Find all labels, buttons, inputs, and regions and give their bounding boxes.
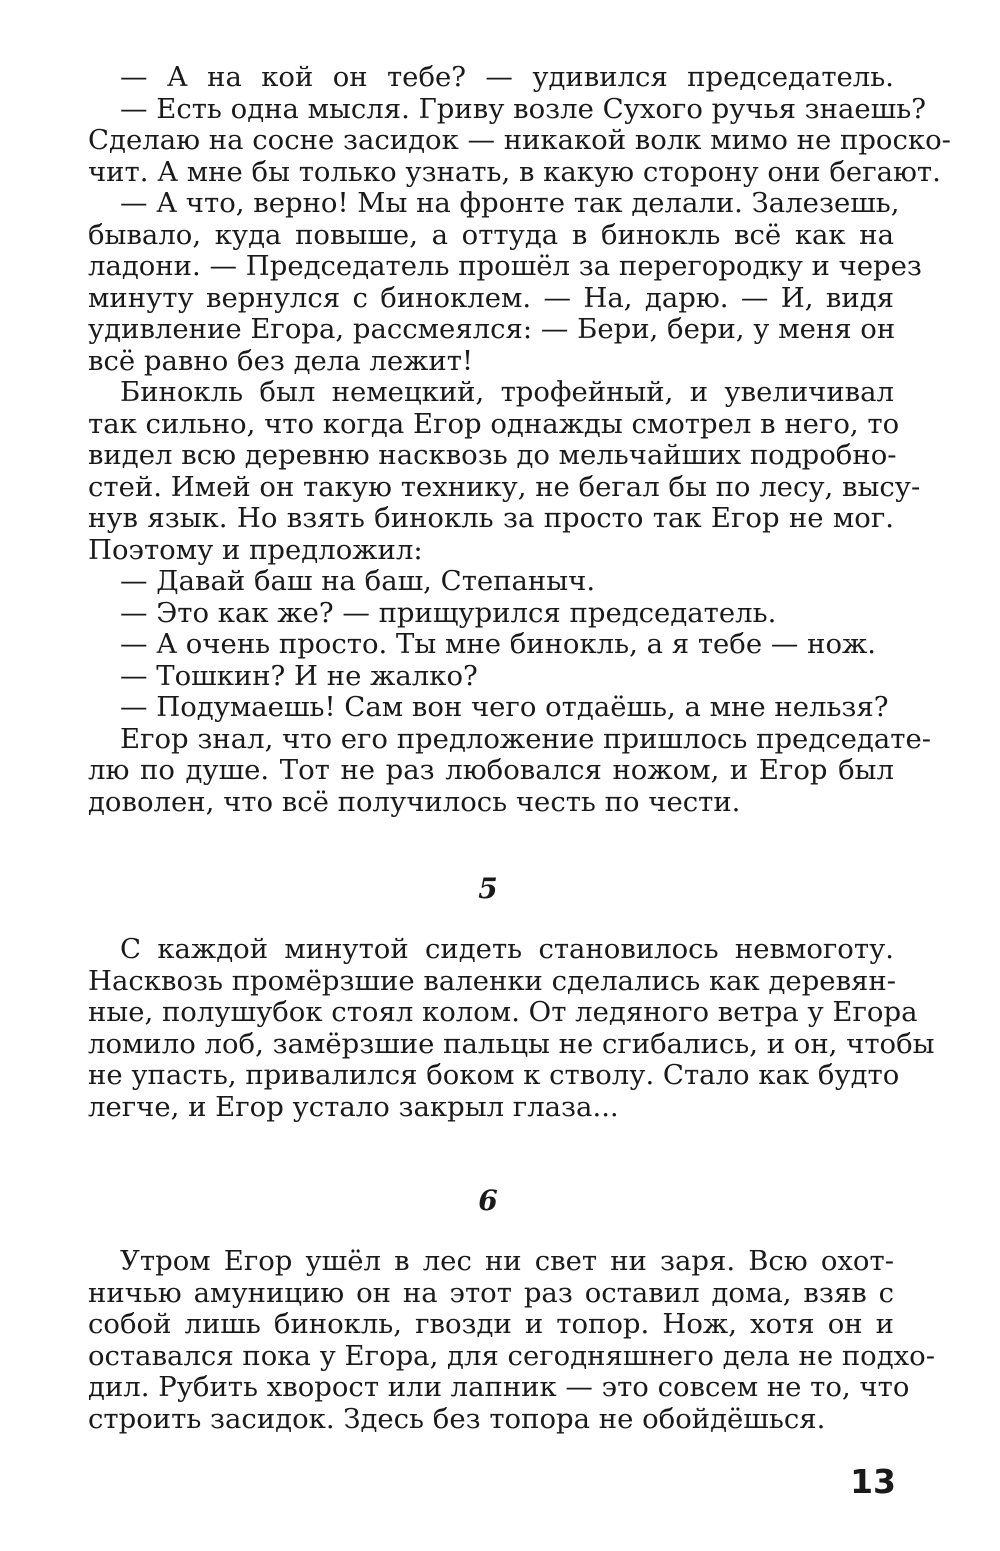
text-line: оставался пока у Егора, для сегодняшнего дела не подхо- — [88, 1339, 936, 1372]
text-line: лю по душе. Тот не раз любовался ножом, и Егор был — [88, 754, 894, 786]
page-number: 13 — [850, 1462, 896, 1501]
text-line: — А на кой он тебе? — удивился председатель. — [120, 61, 894, 93]
text-line: — Тошкин? И не жалко? — [120, 659, 478, 692]
text-line: Поэтому и предложил: — [88, 533, 423, 566]
text-line: — Давай баш на баш, Степаныч. — [120, 565, 596, 597]
text-line: чит. А мне бы только узнать, в какую сторону они бегают. — [88, 155, 941, 188]
text-line: строить засидок. Здесь без топора не обойдёшься. — [88, 1402, 826, 1435]
text-line: ладони. — Председатель прошёл за перегородку и через — [88, 250, 922, 282]
text-line: — Это как же? — прищурился председатель. — [120, 596, 777, 629]
text-line: видел всю деревню насквозь до мельчайших подробно- — [88, 439, 897, 471]
section-number-6: 6 — [478, 1184, 498, 1217]
text-line: ломило лоб, замёрзшие пальцы не сгибались, и он, чтобы — [88, 1027, 935, 1060]
text-line: ные, полушубок стоял колом. От ледяного ветра у Егора — [88, 996, 918, 1028]
text-line: Сделаю на сосне засидок — никакой волк мимо не проско- — [88, 124, 951, 156]
text-line: доволен, что всё получилось честь по чести. — [88, 785, 741, 818]
text-line: — А очень просто. Ты мне бинокль, а я тебе — нож. — [120, 628, 877, 660]
text-block-section-6 — [88, 1245, 936, 1435]
text-line: С каждой минутой сидеть становилось невмоготу. — [120, 933, 894, 965]
text-line: легче, и Егор устало закрыл глаза... — [88, 1090, 619, 1123]
text-line: дил. Рубить хворост или лапник — это совсем не то, что — [88, 1371, 910, 1403]
text-line: — А что, верно! Мы на фронте так делали. Залезешь, — [120, 187, 900, 219]
text-line: бывало, куда повыше, а оттуда в бинокль всё как на — [88, 218, 894, 251]
text-block-dialogue — [88, 61, 951, 818]
text-line: ничью амуницию он на этот раз оставил дома, взяв с — [88, 1276, 894, 1309]
text-line: — Подумаешь! Сам вон чего отдаёшь, а мне нельзя? — [120, 691, 889, 723]
text-line: минуту вернулся с биноклем. — На, дарю. — И, видя — [88, 281, 894, 314]
text-line: не упасть, привалился боком к стволу. Стало как будто — [88, 1059, 900, 1091]
text-line: Насквозь промёрзшие валенки сделались как деревян- — [88, 964, 897, 997]
text-line: Утром Егор ушёл в лес ни свет ни заря. Всю охот- — [120, 1245, 894, 1277]
text-line: — Есть одна мысля. Гриву возле Сухого ручья знаешь? — [120, 92, 926, 125]
section-number-5: 5 — [478, 872, 498, 905]
text-line: нув язык. Но взять бинокль за просто так Егор не мог. — [88, 502, 894, 534]
text-line: всё равно без дела лежит! — [88, 344, 474, 377]
text-line: удивление Егора, рассмеялся: — Бери, бери, у меня он — [88, 313, 896, 345]
text-line: так сильно, что когда Егор однажды смотрел в него, то — [88, 407, 900, 440]
text-line: Егор знал, что его предложение пришлось председате- — [120, 722, 932, 755]
text-line: стей. Имей он такую технику, не бегал бы по лесу, высу- — [88, 470, 921, 503]
text-line: Бинокль был немецкий, трофейный, и увеличивал — [120, 376, 894, 408]
text-line: собой лишь бинокль, гвозди и топор. Нож, хотя он и — [88, 1308, 894, 1340]
text-block-section-5 — [88, 933, 935, 1123]
